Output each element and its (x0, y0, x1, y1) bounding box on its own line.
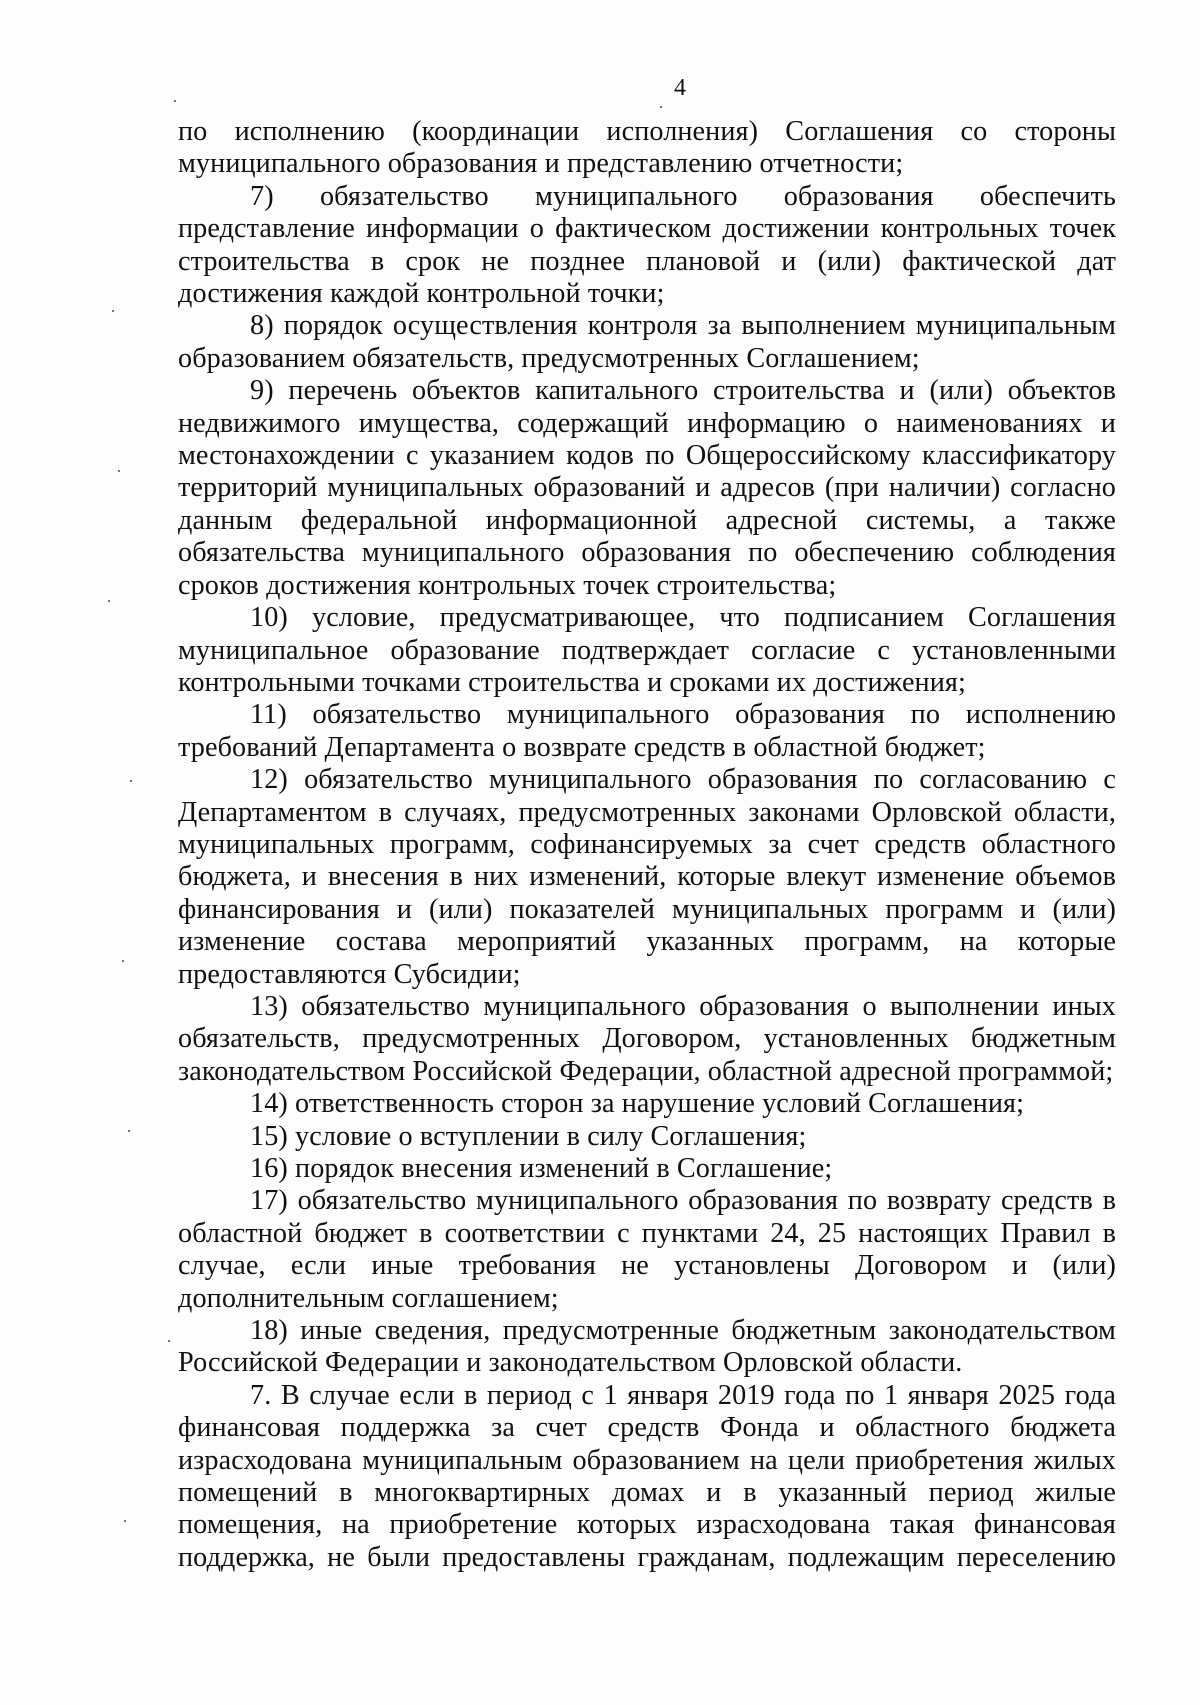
scan-speck (128, 1130, 130, 1132)
scan-speck (174, 100, 176, 102)
list-item-14: 14) ответственность сторон за нарушение условий Соглашения; (250, 1088, 1025, 1120)
list-item-13: 13) обязательство муниципального образования о выполнении иных обязательств, предусмотренных Договором, установленных бюджетным законодательством Российской Федерации, областной адресной программой; (178, 990, 1116, 1087)
list-item-17: 17) обязательство муниципального образования по возврату средств в областной бюджет в соответствии с пунктами 24, 25 настоящих Правил в случае, если иные требования не установлены Договором и (или) дополнительным соглашением; (178, 1185, 1116, 1314)
scan-speck (124, 1520, 126, 1522)
list-item-16: 16) порядок внесения изменений в Соглашение; (250, 1153, 833, 1184)
list-item-9: 9) перечень объектов капитального строительства и (или) объектов недвижимого имущества, содержащий информацию о наименованиях и местонахождении с указанием кодов по Общероссийскому классификатору территорий муниципальных образований и адресов (при наличии) согласно данным федеральной информационной адресной системы, а также обязательства муниципального образования по обеспечению соблюдения сроков достижения контрольных точек строительства; (178, 375, 1116, 601)
scan-speck (130, 780, 132, 782)
scan-speck (112, 310, 114, 312)
scan-speck (122, 960, 124, 962)
list-item-7: 7) обязательство муниципального образования обеспечить представление информации о фактическом достижении контрольных точек строительства в срок не позднее плановой и (или) фактической дат достижения каждой контрольной точки; (178, 180, 1116, 310)
list-item-15: 15) условие о вступлении в силу Соглашения; (250, 1120, 807, 1152)
scan-speck (660, 106, 662, 108)
list-item-10: 10) условие, предусматривающее, что подписанием Соглашения муниципальное образование подтверждает согласие с установленными контрольными точками строительства и сроками их достижения; (178, 602, 1116, 698)
list-item-11: 11) обязательство муниципального образования по исполнению требований Департамента о возврате средств в областной бюджет; (178, 699, 1116, 763)
scan-speck (108, 600, 110, 602)
section-7-paragraph: 7. В случае если в период с 1 января 2019 года по 1 января 2025 года финансовая поддержка за счет средств Фонда и областного бюджета израсходована муниципальным образованием на цели приобретения жилых помещений в многоквартирных домах и в указанный период жилые помещения, на приобретение которых израсходована такая финансовая поддержка, не были предоставлены гражданам, подлежащим переселению (178, 1379, 1116, 1573)
list-item-8: 8) порядок осуществления контроля за выполнением муниципальным образованием обязательств, предусмотренных Соглашением; (178, 310, 1116, 374)
list-item-18: 18) иные сведения, предусмотренные бюджетным законодательством Российской Федерации и законодательством Орловской области. (178, 1315, 1116, 1379)
document-body (178, 116, 1116, 1574)
scan-speck (168, 1340, 170, 1342)
list-item-12: 12) обязательство муниципального образования по согласованию с Департаментом в случаях, предусмотренных законами Орловской области, муниципальных программ, софинансируемых за счет средств областного бюджета, и внесения в них изменений, которые влекут изменение объемов финансирования и (или) показателей муниципальных программ и (или) изменение состава мероприятий указанных программ, на которые предоставляются Субсидии; (178, 764, 1116, 990)
paragraph-continuation: по исполнению (координации исполнения) Соглашения со стороны муниципального образования и представлению отчетности; (178, 116, 1116, 180)
scan-speck (118, 470, 120, 472)
page-number: 4 (674, 75, 686, 101)
